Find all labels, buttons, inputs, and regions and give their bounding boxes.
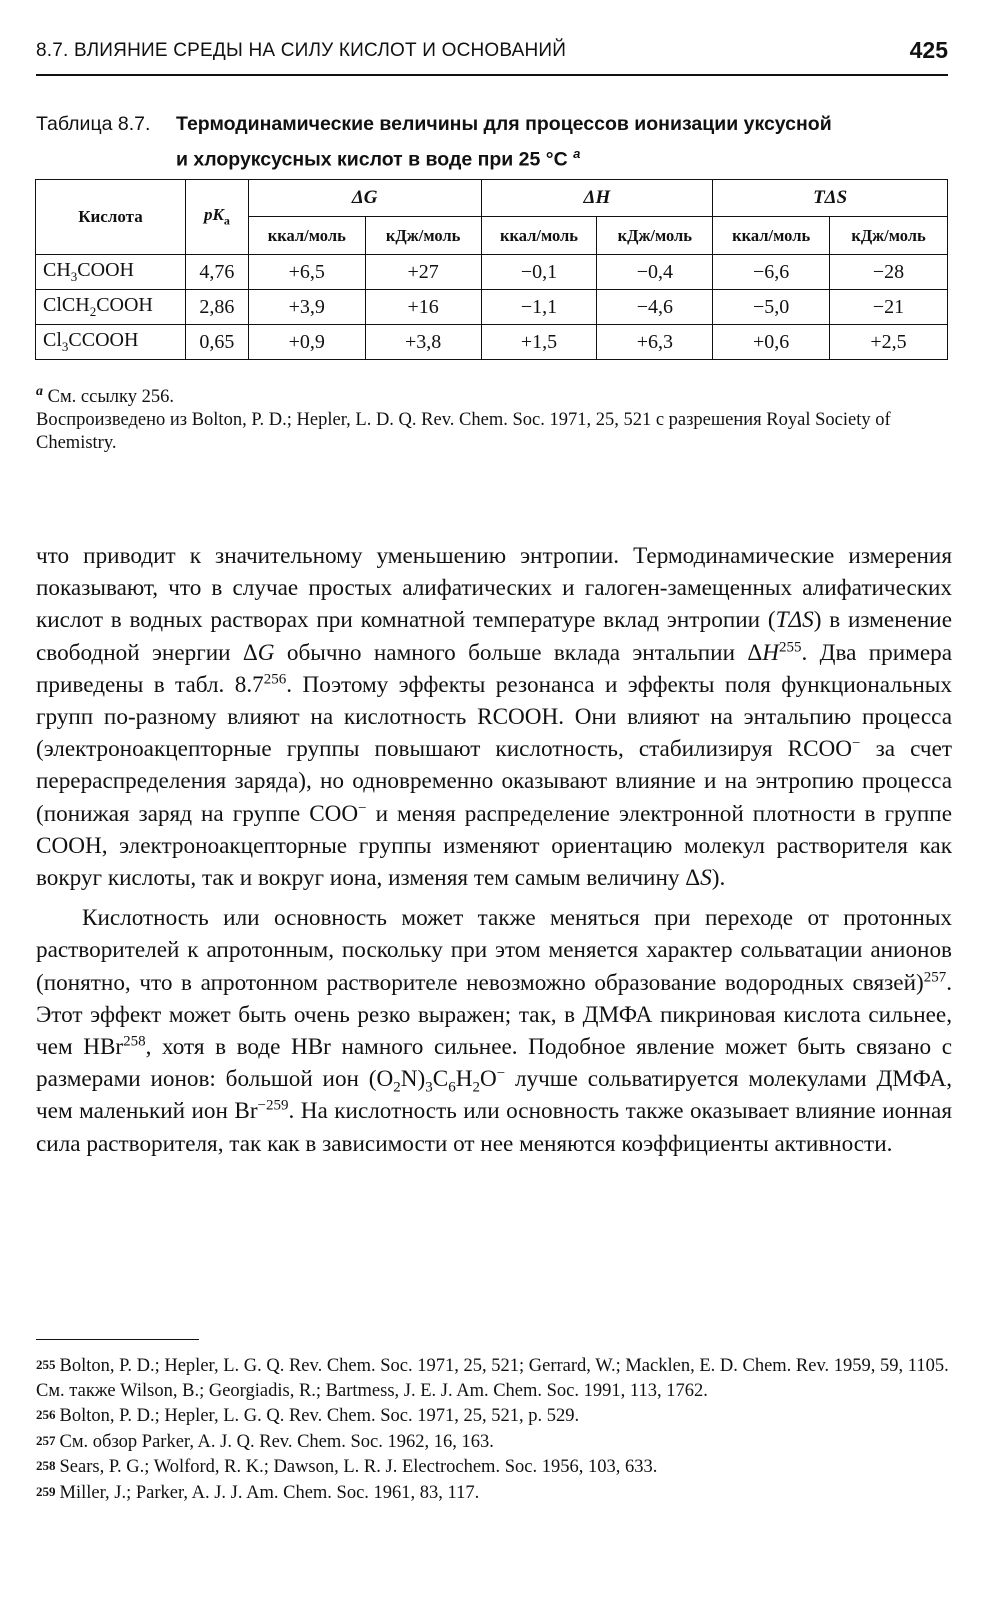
footnote-number: 257 (36, 1432, 56, 1448)
tds-kcal-cell: −6,6 (713, 255, 830, 290)
footnote-number: 258 (36, 1458, 56, 1473)
dh-kj-cell: +6,3 (597, 325, 713, 360)
dh-kcal-cell: −0,1 (481, 255, 597, 290)
footnote-ref[interactable]: 258 (123, 1033, 146, 1050)
unit-kj: кДж/моль (830, 217, 948, 255)
table-row (36, 325, 948, 360)
table-footnote-text: См. ссылку 256. (47, 387, 174, 408)
dh-kcal-cell: −1,1 (481, 290, 597, 325)
dg-kj-cell: +16 (365, 290, 481, 325)
header-dh: ΔH (481, 180, 713, 217)
footnote (36, 1353, 952, 1403)
paragraph: что приводит к значительному уменьшению энтропии. Термодинамические измерения показывают, что в случае простых алифатических и галоген-замещенных алифатических кислот в водных растворах при комнатной температуре вклад энтропии (TΔS) в изменение свободной энергии ΔG обычно намного больше вклада энтальпии ΔH$^{255}$. Два примера приведены в табл. $8.7^{256}$. Поэтому эффекты резонанса и эффекты поля функциональных групп по-разному влияют на кислотность RCOOH. Они влияют на энтальпию процесса (электроноакцепторные группы повышают кислотность, стабилизируя RCOO− за счет перераспределения заряда), но одновременно оказывают влияние и на энтропию процесса (понижая заряд на группе COO− и меняя распределение электронной плотности в группе COOH, электроноакцепторные группы изменяют ориентацию молекул растворителя как вокруг кислоты, так и вокруг иона, изменяя тем самым величину ΔS). (36, 543, 953, 892)
thermo-table (35, 179, 948, 360)
acid-cell: $CH_3COOH$ (36, 255, 186, 290)
body-text (36, 540, 952, 1160)
unit-kj: кДж/моль (597, 217, 713, 255)
footnote-ref[interactable]: 256 (263, 671, 287, 688)
tds-kj-cell: −21 (830, 290, 948, 325)
tds-kcal-cell: −5,0 (713, 290, 830, 325)
table-row (36, 290, 948, 325)
footnote-ref[interactable]: 255 (779, 638, 802, 655)
acid-cell: $Cl_3CCOOH$ (36, 325, 186, 360)
dh-kj-cell: −4,6 (597, 290, 713, 325)
tds-kcal-cell: +0,6 (713, 325, 830, 360)
footnote-number: 256 (36, 1407, 56, 1422)
pka-cell: 4,76 (185, 255, 248, 290)
footnote-number: 259 (36, 1483, 56, 1499)
acid-cell: ClCH$_2$COOH (36, 290, 186, 325)
paragraph: Кислотность или основность может также меняться при переходе от протонных растворителей к апротонным, поскольку при этом меняется характер сольватации анионов (понятно, что в апротонном растворителе невозможно образование водородных связей)$^{257}$. Этот эффект может быть очень резко выражен; так, в ДМФА пикриновая кислота сильнее, чем HBr$^{258}$, хотя в воде HBr намного сильнее. Подобное явление может быть связано с размерами ионов: большой ион $(O_2N)_3C_6H_2O^-$ лучше сольватируется молекулами ДМФА, чем маленький ион $Br^{-259}$. На кислотность или основность также оказывает влияние ионная сила растворителя, так как в зависимости от нее меняются коэффициенты активности. (36, 905, 953, 1157)
dh-kcal-cell: +1,5 (481, 325, 597, 360)
table-label: Таблица 8.7. (36, 113, 151, 135)
footnote-text: Bolton, P. D.; Hepler, L. G. Q. Rev. Chem. Soc. 1971, 25, 521, p. 529. (59, 1406, 580, 1426)
footnotes (36, 1353, 952, 1505)
dg-kcal-cell: +6,5 (248, 255, 365, 290)
unit-kcal: ккал/моль (713, 217, 830, 255)
footnote-ref[interactable]: 259 (266, 1097, 289, 1114)
unit-kcal: ккал/моль (481, 217, 597, 255)
unit-kcal: ккал/моль (248, 217, 365, 255)
table-footnote (36, 380, 956, 409)
table-title-line1: Термодинамические величины для процессов ионизации уксусной (176, 113, 832, 135)
tds-kj-cell: +2,5 (830, 325, 948, 360)
pka-cell: 0,65 (185, 325, 248, 360)
dh-kj-cell: −0,4 (597, 255, 713, 290)
table-title (176, 110, 956, 175)
dg-kcal-cell: +0,9 (248, 325, 365, 360)
page-number: 425 (909, 37, 948, 63)
unit-kj: кДж/моль (365, 217, 481, 255)
table-footnote-mark: a (36, 384, 43, 399)
table-title-note-mark: a (573, 146, 581, 161)
pka-cell: 2,86 (185, 290, 248, 325)
tds-kj-cell: −28 (830, 255, 948, 290)
footnote (36, 1403, 952, 1429)
footnote-divider (36, 1339, 199, 1340)
table-notes (36, 380, 956, 455)
running-header (36, 34, 948, 76)
footnote (36, 1454, 952, 1480)
dg-kj-cell: +3,8 (365, 325, 481, 360)
dg-kcal-cell: +3,9 (248, 290, 365, 325)
footnote (36, 1429, 952, 1455)
footnote-text: См. обзор Parker, A. J. Q. Rev. Chem. Soc. 1962, 16, 163. (59, 1431, 494, 1452)
footnote-text: Bolton, P. D.; Hepler, L. G. Q. Rev. Chem. Soc. 1971, 25, 521; Gerrard, W.; Macklen, E. D. Chem. Rev. 1959, 59, 1105. См. также Wilson, B.; Georgiadis, R.; Bartmess, J. E. J. Am. Chem. Soc. 1991, 113, 1762. (36, 1356, 949, 1401)
table-source: Воспроизведено из Bolton, P. D.; Hepler, L. D. Q. Rev. Chem. Soc. 1971, 25, 521 с разрешения Royal Society of Chemistry. (36, 410, 891, 454)
footnote-number: 255 (36, 1357, 56, 1372)
header-dg: ΔG (248, 180, 481, 217)
footnote (36, 1480, 952, 1506)
header-tds: TΔS (713, 180, 948, 217)
footnote-text: Miller, J.; Parker, A. J. J. Am. Chem. Soc. 1961, 83, 117. (59, 1482, 480, 1503)
footnote-text: Sears, P. G.; Wolford, R. K.; Dawson, L. R. J. Electrochem. Soc. 1956, 103, 633. (59, 1457, 658, 1477)
section-title: 8.7. ВЛИЯНИЕ СРЕДЫ НА СИЛУ КИСЛОТ И ОСНОВАНИЙ (36, 40, 567, 61)
footnote-ref[interactable]: 257 (923, 968, 947, 985)
dg-kj-cell: +27 (365, 255, 481, 290)
header-acid: Кислота (36, 180, 186, 255)
table-title-line2: и хлоруксусных кислот в воде при 25 °C (176, 148, 568, 171)
table-row (36, 255, 948, 290)
header-pka: $pK_a$ (185, 180, 248, 255)
